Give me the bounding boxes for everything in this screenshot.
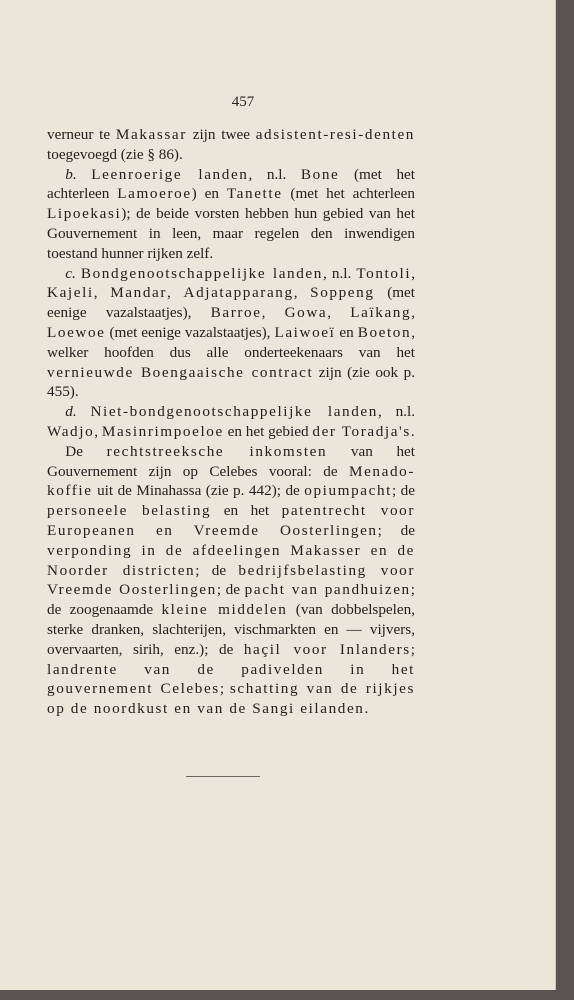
text-run: ; de <box>377 521 415 539</box>
text-run: (met het achterleen <box>47 165 415 203</box>
text-run: en het <box>211 502 282 520</box>
text-run: (met eenige vazalstaatjes), <box>47 284 416 322</box>
text-run: ) en <box>191 185 227 203</box>
emphasized-text: Laïkang <box>350 304 412 322</box>
emphasized-text: personeele belasting <box>47 502 212 520</box>
emphasized-text: Masinrimpoeloe <box>101 422 224 440</box>
list-marker: c. <box>65 264 76 282</box>
paragraph-d-niet-bondgenootschappelijke-landen <box>47 402 415 442</box>
page-number: 457 <box>231 94 255 110</box>
emphasized-text: Gowa <box>284 304 328 322</box>
emphasized-text: Loewoe <box>47 323 106 341</box>
emphasized-text: Adjatapparang <box>183 284 294 302</box>
text-run: van het Gouvernement zijn op Celebes vooral: de <box>47 442 416 480</box>
paragraph-b-leenroerige-landen <box>47 165 415 264</box>
emphasized-text: Wadjo <box>47 422 95 440</box>
emphasized-text: schatting van de rijkjes op de noordkust en van de Sangi eilanden <box>47 680 415 718</box>
emphasized-text: Soppeng <box>310 284 375 302</box>
text-run: ; de <box>391 482 415 500</box>
emphasized-text: Boeton <box>357 323 412 341</box>
emphasized-text: Barroe <box>210 304 262 322</box>
text-run: , <box>94 422 102 440</box>
text-run: , welker hoofden dus alle onderteekenaars van het <box>47 323 415 361</box>
list-marker: b. <box>65 165 77 183</box>
text-run: verneur te <box>47 126 116 143</box>
text-run: De <box>65 442 107 460</box>
emphasized-text: Makassar <box>115 126 187 143</box>
emphasized-text: pacht van pandhuizen <box>244 581 411 599</box>
emphasized-text: Lamoeroe <box>117 185 192 203</box>
text-run: zijn twee <box>186 126 256 143</box>
text-run: , <box>411 264 415 282</box>
paragraph-c-bondgenootschappelijke-landen <box>47 264 415 403</box>
emphasized-text: Kajeli <box>47 284 94 302</box>
text-run: ; de <box>195 561 239 579</box>
emphasized-text: Tanette <box>226 185 283 203</box>
emphasized-text: Laiwoeï <box>274 323 336 341</box>
emphasized-text: patentrecht voor Europeanen en Vreemde Oosterlingen <box>47 502 416 539</box>
emphasized-text: Lipoekasi <box>47 205 122 223</box>
emphasized-text: kleine middelen <box>161 601 288 619</box>
text-run: (van dobbelspelen, sterke dranken, slachterijen, vischmarkten en — vijvers, overvaarten, sirih, enz.); de <box>47 601 416 658</box>
emphasized-text: haçil voor Inlanders <box>243 640 411 658</box>
text-run: toegevoegd (zie § 86). <box>47 145 183 163</box>
text-run: , <box>327 304 351 322</box>
text-run <box>77 166 92 183</box>
emphasized-text: landrente van de padivelden in het gouvernement Celebes <box>47 660 415 698</box>
text-run: ); de beide vorsten hebben hun gebied van het Gouvernement in leen, maar regelen den inwendigen toestand hunner rijken zelf. <box>47 205 415 262</box>
end-rule <box>186 776 260 777</box>
text-run: , n.l. <box>248 165 301 183</box>
text-run <box>77 403 91 420</box>
text-run: , <box>167 284 184 302</box>
emphasized-text: Menado-koffie <box>47 462 415 500</box>
paragraph-rechtstreeksche-inkomsten <box>47 442 415 719</box>
emphasized-text: Mandar <box>110 284 168 302</box>
text-run: , <box>93 284 111 302</box>
emphasized-text: Bone <box>300 165 340 183</box>
emphasized-text: rechtstreeksche inkomsten <box>106 442 328 460</box>
text-run: ; de zoogenaamde <box>47 581 415 619</box>
text-run: . <box>364 700 369 718</box>
emphasized-text: Bondgenootschappelijke landen <box>80 264 323 282</box>
paragraph-makassar-residents <box>47 125 415 165</box>
text-run: , <box>293 284 311 302</box>
text-run: ; de <box>216 581 245 599</box>
text-run: en het gebied <box>223 422 313 440</box>
text-run: zijn (zie ook p. 455). <box>47 363 415 401</box>
list-marker: d. <box>65 403 77 421</box>
text-run: (met eenige vazalstaatjes), <box>105 323 275 341</box>
emphasized-text: Leenroerige landen <box>91 165 249 183</box>
text-run: . <box>410 422 415 440</box>
text-run: , n.l. <box>377 403 415 421</box>
emphasized-text: bedrijfsbelasting voor Vreemde Oosterlingen <box>47 561 415 599</box>
emphasized-text: der Toradja's <box>312 422 411 440</box>
emphasized-text: vernieuwde Boengaaische contract <box>47 363 314 381</box>
emphasized-text: Tontoli <box>356 264 412 282</box>
text-run: (met het achterleen <box>282 185 416 203</box>
emphasized-text: opiumpacht <box>304 482 392 500</box>
text-run: , n.l. <box>322 264 357 282</box>
text-run: , <box>411 304 415 322</box>
text-run: en <box>335 323 358 341</box>
page-body <box>47 125 415 719</box>
text-run: uit de Minahassa (zie p. 442); de <box>92 482 305 500</box>
text-run: , <box>261 304 285 322</box>
text-run: ; <box>219 680 230 698</box>
emphasized-text: adsistent-resi-denten <box>255 126 415 143</box>
text-run: ; <box>410 640 415 658</box>
emphasized-text: verponding in de afdeelingen Makasser en de Noorder districten <box>47 541 415 579</box>
emphasized-text: Niet-bondgenootschappelijke landen <box>90 403 378 421</box>
